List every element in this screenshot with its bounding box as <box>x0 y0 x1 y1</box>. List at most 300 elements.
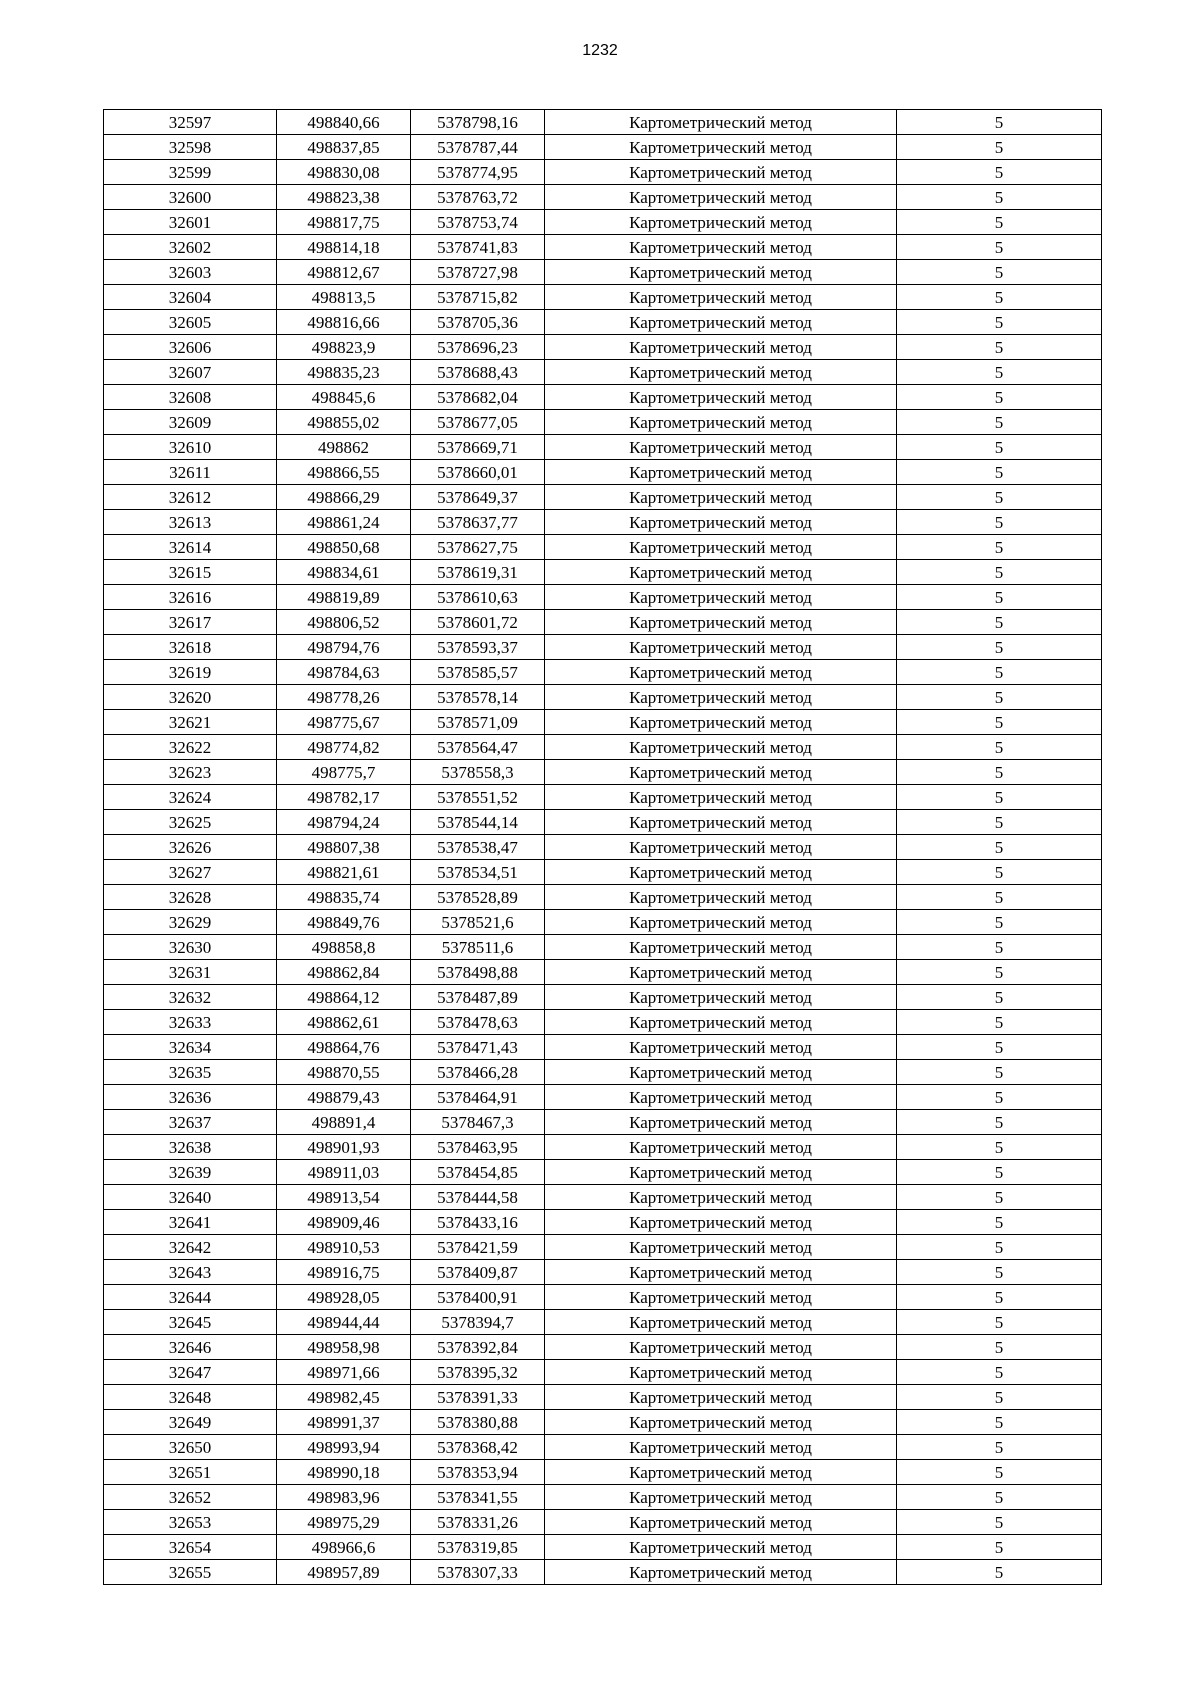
point-number-cell: 32617 <box>104 610 277 635</box>
point-number-cell: 32610 <box>104 435 277 460</box>
table-row <box>104 660 1102 685</box>
method-cell: Картометрический метод <box>545 585 897 610</box>
point-number-cell: 32647 <box>104 1360 277 1385</box>
table-row <box>104 1035 1102 1060</box>
point-number-cell: 32655 <box>104 1560 277 1585</box>
table-row <box>104 735 1102 760</box>
y-coordinate-cell: 5378433,16 <box>411 1210 545 1235</box>
table-row <box>104 435 1102 460</box>
point-number-cell: 32626 <box>104 835 277 860</box>
accuracy-cell: 5 <box>897 185 1102 210</box>
x-coordinate-cell: 498957,89 <box>277 1560 411 1585</box>
x-coordinate-cell: 498830,08 <box>277 160 411 185</box>
table-row <box>104 935 1102 960</box>
y-coordinate-cell: 5378571,09 <box>411 710 545 735</box>
point-number-cell: 32609 <box>104 410 277 435</box>
table-row <box>104 1410 1102 1435</box>
method-cell: Картометрический метод <box>545 1035 897 1060</box>
x-coordinate-cell: 498823,38 <box>277 185 411 210</box>
table-row <box>104 1060 1102 1085</box>
x-coordinate-cell: 498814,18 <box>277 235 411 260</box>
x-coordinate-cell: 498862 <box>277 435 411 460</box>
point-number-cell: 32635 <box>104 1060 277 1085</box>
method-cell: Картометрический метод <box>545 260 897 285</box>
accuracy-cell: 5 <box>897 635 1102 660</box>
table-row <box>104 1385 1102 1410</box>
method-cell: Картометрический метод <box>545 1510 897 1535</box>
x-coordinate-cell: 498879,43 <box>277 1085 411 1110</box>
method-cell: Картометрический метод <box>545 435 897 460</box>
x-coordinate-cell: 498794,24 <box>277 810 411 835</box>
method-cell: Картометрический метод <box>545 910 897 935</box>
y-coordinate-cell: 5378444,58 <box>411 1185 545 1210</box>
method-cell: Картометрический метод <box>545 1485 897 1510</box>
coordinates-table <box>103 109 1102 1585</box>
table-row <box>104 535 1102 560</box>
x-coordinate-cell: 498817,75 <box>277 210 411 235</box>
method-cell: Картометрический метод <box>545 1410 897 1435</box>
method-cell: Картометрический метод <box>545 1060 897 1085</box>
accuracy-cell: 5 <box>897 210 1102 235</box>
accuracy-cell: 5 <box>897 660 1102 685</box>
table-row <box>104 1260 1102 1285</box>
method-cell: Картометрический метод <box>545 110 897 135</box>
y-coordinate-cell: 5378544,14 <box>411 810 545 835</box>
y-coordinate-cell: 5378798,16 <box>411 110 545 135</box>
method-cell: Картометрический метод <box>545 635 897 660</box>
accuracy-cell: 5 <box>897 1210 1102 1235</box>
y-coordinate-cell: 5378487,89 <box>411 985 545 1010</box>
x-coordinate-cell: 498782,17 <box>277 785 411 810</box>
table-row <box>104 1160 1102 1185</box>
y-coordinate-cell: 5378368,42 <box>411 1435 545 1460</box>
accuracy-cell: 5 <box>897 1160 1102 1185</box>
x-coordinate-cell: 498806,52 <box>277 610 411 635</box>
point-number-cell: 32643 <box>104 1260 277 1285</box>
accuracy-cell: 5 <box>897 810 1102 835</box>
y-coordinate-cell: 5378669,71 <box>411 435 545 460</box>
y-coordinate-cell: 5378649,37 <box>411 485 545 510</box>
x-coordinate-cell: 498850,68 <box>277 535 411 560</box>
x-coordinate-cell: 498845,6 <box>277 385 411 410</box>
y-coordinate-cell: 5378463,95 <box>411 1135 545 1160</box>
accuracy-cell: 5 <box>897 1185 1102 1210</box>
y-coordinate-cell: 5378763,72 <box>411 185 545 210</box>
method-cell: Картометрический метод <box>545 685 897 710</box>
point-number-cell: 32653 <box>104 1510 277 1535</box>
accuracy-cell: 5 <box>897 1560 1102 1585</box>
y-coordinate-cell: 5378787,44 <box>411 135 545 160</box>
y-coordinate-cell: 5378409,87 <box>411 1260 545 1285</box>
method-cell: Картометрический метод <box>545 760 897 785</box>
accuracy-cell: 5 <box>897 485 1102 510</box>
table-row <box>104 1510 1102 1535</box>
accuracy-cell: 5 <box>897 235 1102 260</box>
method-cell: Картометрический метод <box>545 410 897 435</box>
coordinates-table-body <box>104 110 1102 1585</box>
accuracy-cell: 5 <box>897 435 1102 460</box>
method-cell: Картометрический метод <box>545 785 897 810</box>
y-coordinate-cell: 5378593,37 <box>411 635 545 660</box>
x-coordinate-cell: 498975,29 <box>277 1510 411 1535</box>
table-row <box>104 260 1102 285</box>
method-cell: Картометрический метод <box>545 560 897 585</box>
method-cell: Картометрический метод <box>545 1110 897 1135</box>
accuracy-cell: 5 <box>897 1335 1102 1360</box>
y-coordinate-cell: 5378774,95 <box>411 160 545 185</box>
point-number-cell: 32603 <box>104 260 277 285</box>
x-coordinate-cell: 498911,03 <box>277 1160 411 1185</box>
method-cell: Картометрический метод <box>545 1460 897 1485</box>
point-number-cell: 32619 <box>104 660 277 685</box>
x-coordinate-cell: 498861,24 <box>277 510 411 535</box>
y-coordinate-cell: 5378421,59 <box>411 1235 545 1260</box>
table-row <box>104 460 1102 485</box>
point-number-cell: 32630 <box>104 935 277 960</box>
x-coordinate-cell: 498775,7 <box>277 760 411 785</box>
point-number-cell: 32614 <box>104 535 277 560</box>
point-number-cell: 32612 <box>104 485 277 510</box>
y-coordinate-cell: 5378454,85 <box>411 1160 545 1185</box>
accuracy-cell: 5 <box>897 460 1102 485</box>
y-coordinate-cell: 5378353,94 <box>411 1460 545 1485</box>
method-cell: Картометрический метод <box>545 510 897 535</box>
point-number-cell: 32651 <box>104 1460 277 1485</box>
y-coordinate-cell: 5378660,01 <box>411 460 545 485</box>
method-cell: Картометрический метод <box>545 1435 897 1460</box>
point-number-cell: 32608 <box>104 385 277 410</box>
table-row <box>104 360 1102 385</box>
point-number-cell: 32620 <box>104 685 277 710</box>
x-coordinate-cell: 498855,02 <box>277 410 411 435</box>
x-coordinate-cell: 498944,44 <box>277 1310 411 1335</box>
point-number-cell: 32611 <box>104 460 277 485</box>
method-cell: Картометрический метод <box>545 135 897 160</box>
x-coordinate-cell: 498910,53 <box>277 1235 411 1260</box>
point-number-cell: 32616 <box>104 585 277 610</box>
table-row <box>104 960 1102 985</box>
point-number-cell: 32641 <box>104 1210 277 1235</box>
y-coordinate-cell: 5378727,98 <box>411 260 545 285</box>
y-coordinate-cell: 5378341,55 <box>411 1485 545 1510</box>
method-cell: Картометрический метод <box>545 1210 897 1235</box>
method-cell: Картометрический метод <box>545 1285 897 1310</box>
method-cell: Картометрический метод <box>545 185 897 210</box>
y-coordinate-cell: 5378331,26 <box>411 1510 545 1535</box>
table-row <box>104 335 1102 360</box>
point-number-cell: 32652 <box>104 1485 277 1510</box>
table-row <box>104 585 1102 610</box>
accuracy-cell: 5 <box>897 960 1102 985</box>
point-number-cell: 32600 <box>104 185 277 210</box>
y-coordinate-cell: 5378528,89 <box>411 885 545 910</box>
table-row <box>104 1235 1102 1260</box>
table-row <box>104 860 1102 885</box>
x-coordinate-cell: 498794,76 <box>277 635 411 660</box>
point-number-cell: 32622 <box>104 735 277 760</box>
table-row <box>104 1285 1102 1310</box>
y-coordinate-cell: 5378391,33 <box>411 1385 545 1410</box>
point-number-cell: 32654 <box>104 1535 277 1560</box>
point-number-cell: 32650 <box>104 1435 277 1460</box>
x-coordinate-cell: 498928,05 <box>277 1285 411 1310</box>
y-coordinate-cell: 5378578,14 <box>411 685 545 710</box>
table-row <box>104 685 1102 710</box>
table-row <box>104 235 1102 260</box>
method-cell: Картометрический метод <box>545 860 897 885</box>
method-cell: Картометрический метод <box>545 935 897 960</box>
accuracy-cell: 5 <box>897 685 1102 710</box>
accuracy-cell: 5 <box>897 1085 1102 1110</box>
x-coordinate-cell: 498821,61 <box>277 860 411 885</box>
point-number-cell: 32613 <box>104 510 277 535</box>
accuracy-cell: 5 <box>897 1385 1102 1410</box>
y-coordinate-cell: 5378601,72 <box>411 610 545 635</box>
point-number-cell: 32624 <box>104 785 277 810</box>
method-cell: Картометрический метод <box>545 535 897 560</box>
x-coordinate-cell: 498807,38 <box>277 835 411 860</box>
point-number-cell: 32640 <box>104 1185 277 1210</box>
y-coordinate-cell: 5378715,82 <box>411 285 545 310</box>
x-coordinate-cell: 498891,4 <box>277 1110 411 1135</box>
method-cell: Картометрический метод <box>545 460 897 485</box>
method-cell: Картометрический метод <box>545 335 897 360</box>
x-coordinate-cell: 498982,45 <box>277 1385 411 1410</box>
accuracy-cell: 5 <box>897 385 1102 410</box>
x-coordinate-cell: 498913,54 <box>277 1185 411 1210</box>
y-coordinate-cell: 5378380,88 <box>411 1410 545 1435</box>
accuracy-cell: 5 <box>897 1260 1102 1285</box>
table-row <box>104 835 1102 860</box>
accuracy-cell: 5 <box>897 560 1102 585</box>
accuracy-cell: 5 <box>897 1110 1102 1135</box>
x-coordinate-cell: 498775,67 <box>277 710 411 735</box>
accuracy-cell: 5 <box>897 710 1102 735</box>
x-coordinate-cell: 498812,67 <box>277 260 411 285</box>
accuracy-cell: 5 <box>897 1310 1102 1335</box>
method-cell: Картометрический метод <box>545 485 897 510</box>
table-row <box>104 910 1102 935</box>
point-number-cell: 32638 <box>104 1135 277 1160</box>
method-cell: Картометрический метод <box>545 710 897 735</box>
y-coordinate-cell: 5378619,31 <box>411 560 545 585</box>
method-cell: Картометрический метод <box>545 285 897 310</box>
accuracy-cell: 5 <box>897 335 1102 360</box>
table-row <box>104 1560 1102 1585</box>
x-coordinate-cell: 498835,74 <box>277 885 411 910</box>
accuracy-cell: 5 <box>897 885 1102 910</box>
x-coordinate-cell: 498813,5 <box>277 285 411 310</box>
point-number-cell: 32633 <box>104 1010 277 1035</box>
x-coordinate-cell: 498866,29 <box>277 485 411 510</box>
accuracy-cell: 5 <box>897 910 1102 935</box>
method-cell: Картометрический метод <box>545 360 897 385</box>
accuracy-cell: 5 <box>897 260 1102 285</box>
point-number-cell: 32648 <box>104 1385 277 1410</box>
y-coordinate-cell: 5378558,3 <box>411 760 545 785</box>
table-row <box>104 560 1102 585</box>
y-coordinate-cell: 5378392,84 <box>411 1335 545 1360</box>
y-coordinate-cell: 5378521,6 <box>411 910 545 935</box>
y-coordinate-cell: 5378705,36 <box>411 310 545 335</box>
point-number-cell: 32615 <box>104 560 277 585</box>
y-coordinate-cell: 5378478,63 <box>411 1010 545 1035</box>
y-coordinate-cell: 5378511,6 <box>411 935 545 960</box>
table-row <box>104 885 1102 910</box>
y-coordinate-cell: 5378395,32 <box>411 1360 545 1385</box>
method-cell: Картометрический метод <box>545 1560 897 1585</box>
point-number-cell: 32637 <box>104 1110 277 1135</box>
point-number-cell: 32639 <box>104 1160 277 1185</box>
x-coordinate-cell: 498784,63 <box>277 660 411 685</box>
x-coordinate-cell: 498774,82 <box>277 735 411 760</box>
accuracy-cell: 5 <box>897 860 1102 885</box>
x-coordinate-cell: 498819,89 <box>277 585 411 610</box>
table-row <box>104 485 1102 510</box>
table-row <box>104 1010 1102 1035</box>
method-cell: Картометрический метод <box>545 1260 897 1285</box>
table-row <box>104 1185 1102 1210</box>
accuracy-cell: 5 <box>897 785 1102 810</box>
y-coordinate-cell: 5378466,28 <box>411 1060 545 1085</box>
point-number-cell: 32634 <box>104 1035 277 1060</box>
table-row <box>104 110 1102 135</box>
method-cell: Картометрический метод <box>545 810 897 835</box>
page-number: 1232 <box>582 42 618 59</box>
table-row <box>104 1335 1102 1360</box>
y-coordinate-cell: 5378319,85 <box>411 1535 545 1560</box>
x-coordinate-cell: 498990,18 <box>277 1460 411 1485</box>
table-row <box>104 310 1102 335</box>
point-number-cell: 32644 <box>104 1285 277 1310</box>
point-number-cell: 32632 <box>104 985 277 1010</box>
accuracy-cell: 5 <box>897 135 1102 160</box>
table-row <box>104 1310 1102 1335</box>
table-row <box>104 1110 1102 1135</box>
method-cell: Картометрический метод <box>545 1360 897 1385</box>
accuracy-cell: 5 <box>897 1135 1102 1160</box>
accuracy-cell: 5 <box>897 760 1102 785</box>
table-row <box>104 785 1102 810</box>
table-row <box>104 1085 1102 1110</box>
x-coordinate-cell: 498864,12 <box>277 985 411 1010</box>
y-coordinate-cell: 5378637,77 <box>411 510 545 535</box>
accuracy-cell: 5 <box>897 410 1102 435</box>
point-number-cell: 32627 <box>104 860 277 885</box>
point-number-cell: 32625 <box>104 810 277 835</box>
x-coordinate-cell: 498909,46 <box>277 1210 411 1235</box>
method-cell: Картометрический метод <box>545 1335 897 1360</box>
method-cell: Картометрический метод <box>545 1385 897 1410</box>
x-coordinate-cell: 498916,75 <box>277 1260 411 1285</box>
x-coordinate-cell: 498991,37 <box>277 1410 411 1435</box>
accuracy-cell: 5 <box>897 935 1102 960</box>
point-number-cell: 32628 <box>104 885 277 910</box>
y-coordinate-cell: 5378538,47 <box>411 835 545 860</box>
table-row <box>104 635 1102 660</box>
method-cell: Картометрический метод <box>545 735 897 760</box>
table-row <box>104 710 1102 735</box>
accuracy-cell: 5 <box>897 310 1102 335</box>
method-cell: Картометрический метод <box>545 160 897 185</box>
method-cell: Картометрический метод <box>545 660 897 685</box>
accuracy-cell: 5 <box>897 1435 1102 1460</box>
method-cell: Картометрический метод <box>545 1535 897 1560</box>
point-number-cell: 32599 <box>104 160 277 185</box>
point-number-cell: 32636 <box>104 1085 277 1110</box>
x-coordinate-cell: 498866,55 <box>277 460 411 485</box>
table-row <box>104 135 1102 160</box>
table-row <box>104 810 1102 835</box>
x-coordinate-cell: 498993,94 <box>277 1435 411 1460</box>
x-coordinate-cell: 498864,76 <box>277 1035 411 1060</box>
table-row <box>104 1360 1102 1385</box>
method-cell: Картометрический метод <box>545 835 897 860</box>
accuracy-cell: 5 <box>897 1060 1102 1085</box>
x-coordinate-cell: 498840,66 <box>277 110 411 135</box>
accuracy-cell: 5 <box>897 1510 1102 1535</box>
x-coordinate-cell: 498971,66 <box>277 1360 411 1385</box>
method-cell: Картометрический метод <box>545 985 897 1010</box>
accuracy-cell: 5 <box>897 585 1102 610</box>
accuracy-cell: 5 <box>897 610 1102 635</box>
x-coordinate-cell: 498816,66 <box>277 310 411 335</box>
x-coordinate-cell: 498958,98 <box>277 1335 411 1360</box>
x-coordinate-cell: 498849,76 <box>277 910 411 935</box>
accuracy-cell: 5 <box>897 285 1102 310</box>
method-cell: Картометрический метод <box>545 310 897 335</box>
table-row <box>104 1135 1102 1160</box>
table-row <box>104 210 1102 235</box>
y-coordinate-cell: 5378307,33 <box>411 1560 545 1585</box>
point-number-cell: 32606 <box>104 335 277 360</box>
x-coordinate-cell: 498870,55 <box>277 1060 411 1085</box>
table-row <box>104 510 1102 535</box>
y-coordinate-cell: 5378400,91 <box>411 1285 545 1310</box>
table-row <box>104 160 1102 185</box>
y-coordinate-cell: 5378688,43 <box>411 360 545 385</box>
point-number-cell: 32607 <box>104 360 277 385</box>
point-number-cell: 32602 <box>104 235 277 260</box>
point-number-cell: 32597 <box>104 110 277 135</box>
table-row <box>104 285 1102 310</box>
method-cell: Картометрический метод <box>545 1185 897 1210</box>
x-coordinate-cell: 498778,26 <box>277 685 411 710</box>
y-coordinate-cell: 5378585,57 <box>411 660 545 685</box>
y-coordinate-cell: 5378682,04 <box>411 385 545 410</box>
point-number-cell: 32645 <box>104 1310 277 1335</box>
table-row <box>104 985 1102 1010</box>
accuracy-cell: 5 <box>897 735 1102 760</box>
accuracy-cell: 5 <box>897 985 1102 1010</box>
table-row <box>104 760 1102 785</box>
table-row <box>104 1210 1102 1235</box>
x-coordinate-cell: 498983,96 <box>277 1485 411 1510</box>
method-cell: Картометрический метод <box>545 1010 897 1035</box>
accuracy-cell: 5 <box>897 1460 1102 1485</box>
table-row <box>104 385 1102 410</box>
accuracy-cell: 5 <box>897 360 1102 385</box>
accuracy-cell: 5 <box>897 1535 1102 1560</box>
point-number-cell: 32618 <box>104 635 277 660</box>
method-cell: Картометрический метод <box>545 235 897 260</box>
method-cell: Картометрический метод <box>545 1135 897 1160</box>
point-number-cell: 32604 <box>104 285 277 310</box>
x-coordinate-cell: 498858,8 <box>277 935 411 960</box>
accuracy-cell: 5 <box>897 1485 1102 1510</box>
x-coordinate-cell: 498966,6 <box>277 1535 411 1560</box>
y-coordinate-cell: 5378677,05 <box>411 410 545 435</box>
